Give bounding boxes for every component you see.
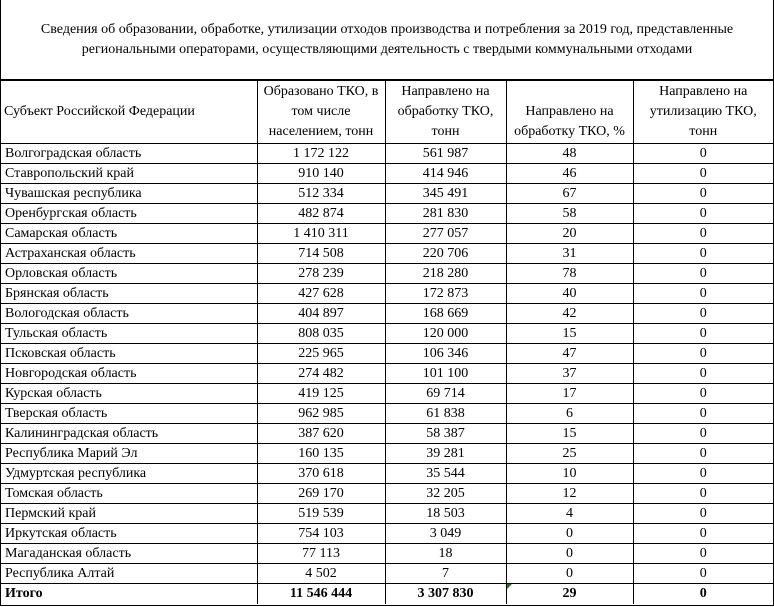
table-row [1,464,773,484]
generated-cell[interactable]: 274 482 [257,364,385,384]
processed-percent-cell[interactable]: 67 [506,184,633,204]
processed-tons-cell[interactable]: 120 000 [385,324,506,344]
generated-cell[interactable]: 808 035 [257,324,385,344]
utilized-cell[interactable]: 0 [633,304,773,324]
utilized-cell[interactable]: 0 [633,404,773,424]
subject-cell[interactable]: Орловская область [1,264,257,284]
column-header-utilized[interactable]: Направлено на утилизацию ТКО, тонн [633,81,773,144]
processed-tons-cell[interactable]: 172 873 [385,284,506,304]
processed-percent-cell[interactable]: 15 [506,424,633,444]
processed-tons-cell[interactable]: 39 281 [385,444,506,464]
table-row [1,504,773,524]
utilized-cell[interactable]: 0 [633,424,773,444]
utilized-cell[interactable]: 0 [633,204,773,224]
table-row [1,384,773,404]
total-processed-tons-cell[interactable]: 3 307 830 [385,584,506,604]
processed-tons-cell[interactable]: 35 544 [385,464,506,484]
column-header-processed-tons[interactable]: Направлено на обработку ТКО, тонн [385,81,506,144]
generated-cell[interactable]: 427 628 [257,284,385,304]
table-row [1,284,773,304]
utilized-cell[interactable]: 0 [633,184,773,204]
utilized-cell[interactable]: 0 [633,444,773,464]
table-row [1,244,773,264]
processed-tons-cell[interactable]: 69 714 [385,384,506,404]
utilized-cell[interactable]: 0 [633,264,773,284]
table-row [1,404,773,424]
column-header-subject[interactable]: Субъект Российской Федерации [1,81,257,144]
subject-cell[interactable]: Курская область [1,384,257,404]
generated-cell[interactable]: 4 502 [257,564,385,584]
utilized-cell[interactable]: 0 [633,344,773,364]
processed-tons-cell[interactable]: 561 987 [385,144,506,164]
subject-cell[interactable]: Ставропольский край [1,164,257,184]
table-row [1,364,773,384]
table-row [1,144,773,164]
table-row [1,564,773,584]
utilized-cell[interactable]: 0 [633,164,773,184]
generated-cell[interactable]: 387 620 [257,424,385,444]
processed-percent-cell[interactable]: 47 [506,344,633,364]
processed-tons-cell[interactable]: 32 205 [385,484,506,504]
processed-percent-cell[interactable]: 40 [506,284,633,304]
processed-tons-cell[interactable]: 220 706 [385,244,506,264]
processed-percent-cell[interactable]: 48 [506,144,633,164]
table-row [1,304,773,324]
utilized-cell[interactable]: 0 [633,284,773,304]
header-row [1,81,773,144]
processed-percent-cell[interactable]: 4 [506,504,633,524]
subject-cell[interactable]: Республика Алтай [1,564,257,584]
generated-cell[interactable]: 419 125 [257,384,385,404]
subject-cell[interactable]: Брянская область [1,284,257,304]
subject-cell[interactable]: Иркутская область [1,524,257,544]
total-generated-cell[interactable]: 11 546 444 [257,584,385,604]
processed-tons-cell[interactable]: 3 049 [385,524,506,544]
subject-cell[interactable]: Тверская область [1,404,257,424]
subject-cell[interactable]: Магаданская область [1,544,257,564]
table-row [1,264,773,284]
utilized-cell[interactable]: 0 [633,324,773,344]
column-header-processed-percent[interactable]: Направлено на обработку ТКО, % [506,81,633,144]
subject-cell[interactable]: Вологодская область [1,304,257,324]
total-utilized-cell[interactable]: 0 [633,584,773,604]
utilized-cell[interactable]: 0 [633,464,773,484]
utilized-cell[interactable]: 0 [633,504,773,524]
generated-cell[interactable]: 714 508 [257,244,385,264]
table-row [1,444,773,464]
table-row [1,164,773,184]
utilized-cell[interactable]: 0 [633,224,773,244]
subject-cell[interactable]: Тульская область [1,324,257,344]
table-row [1,324,773,344]
subject-cell[interactable]: Псковская область [1,344,257,364]
processed-percent-cell[interactable]: 37 [506,364,633,384]
generated-cell[interactable]: 278 239 [257,264,385,284]
processed-percent-cell[interactable]: 10 [506,464,633,484]
processed-tons-cell[interactable]: 18 [385,544,506,564]
utilized-cell[interactable]: 0 [633,384,773,404]
table-row [1,224,773,244]
subject-cell[interactable]: Республика Марий Эл [1,444,257,464]
processed-tons-cell[interactable]: 61 838 [385,404,506,424]
generated-cell[interactable]: 962 985 [257,404,385,424]
processed-percent-cell[interactable]: 42 [506,304,633,324]
generated-cell[interactable]: 482 874 [257,204,385,224]
processed-tons-cell[interactable]: 58 387 [385,424,506,444]
generated-cell[interactable]: 1 172 122 [257,144,385,164]
generated-cell[interactable]: 519 539 [257,504,385,524]
utilized-cell[interactable]: 0 [633,484,773,504]
utilized-cell[interactable]: 0 [633,364,773,384]
processed-percent-cell[interactable]: 58 [506,204,633,224]
subject-cell[interactable]: Астраханская область [1,244,257,264]
table-row [1,424,773,444]
table-row [1,204,773,224]
processed-percent-cell[interactable]: 6 [506,404,633,424]
subject-cell[interactable]: Волгоградская область [1,144,257,164]
processed-tons-cell[interactable]: 281 830 [385,204,506,224]
generated-cell[interactable]: 512 334 [257,184,385,204]
table-title: Сведения об образовании, обработке, утилизации отходов производства и потребления за 2019 год, представленные региональными операторами, осуществляющими деятельность с твердыми коммунальными отходами [1,0,773,80]
total-processed-percent-cell[interactable]: 29 [506,584,633,604]
subject-cell[interactable]: Удмуртская республика [1,464,257,484]
processed-percent-cell[interactable]: 78 [506,264,633,284]
processed-tons-cell[interactable]: 218 280 [385,264,506,284]
processed-percent-cell[interactable]: 15 [506,324,633,344]
processed-percent-cell[interactable]: 20 [506,224,633,244]
table-row [1,184,773,204]
utilized-cell[interactable]: 0 [633,564,773,584]
column-header-generated[interactable]: Образовано ТКО, в том числе населением, тонн [257,81,385,144]
processed-tons-cell[interactable]: 345 491 [385,184,506,204]
processed-percent-cell[interactable]: 0 [506,544,633,564]
processed-percent-cell[interactable]: 46 [506,164,633,184]
processed-percent-cell[interactable]: 0 [506,564,633,584]
table-row [1,544,773,564]
processed-tons-cell[interactable]: 7 [385,564,506,584]
subject-cell[interactable]: Пермский край [1,504,257,524]
table-row [1,524,773,544]
generated-cell[interactable]: 1 410 311 [257,224,385,244]
generated-cell[interactable]: 160 135 [257,444,385,464]
subject-cell[interactable]: Новгородская область [1,364,257,384]
generated-cell[interactable]: 754 103 [257,524,385,544]
generated-cell[interactable]: 370 618 [257,464,385,484]
utilized-cell[interactable]: 0 [633,524,773,544]
processed-tons-cell[interactable]: 101 100 [385,364,506,384]
subject-cell[interactable]: Калининградская область [1,424,257,444]
processed-tons-cell[interactable]: 277 057 [385,224,506,244]
table-body [1,144,773,604]
processed-tons-cell[interactable]: 168 669 [385,304,506,324]
data-table [1,80,773,604]
generated-cell[interactable]: 77 113 [257,544,385,564]
total-subject-cell[interactable]: Итого [1,584,257,604]
utilized-cell[interactable]: 0 [633,144,773,164]
processed-tons-cell[interactable]: 414 946 [385,164,506,184]
generated-cell[interactable]: 404 897 [257,304,385,324]
generated-cell[interactable]: 269 170 [257,484,385,504]
table-row [1,344,773,364]
table-row [1,484,773,504]
utilized-cell[interactable]: 0 [633,244,773,264]
processed-percent-cell[interactable]: 17 [506,384,633,404]
processed-percent-cell[interactable]: 25 [506,444,633,464]
total-row [1,584,773,604]
generated-cell[interactable]: 910 140 [257,164,385,184]
subject-cell[interactable]: Чувашская республика [1,184,257,204]
processed-percent-cell[interactable]: 0 [506,524,633,544]
cell-indicator-icon [507,584,512,589]
subject-cell[interactable]: Оренбургская область [1,204,257,224]
subject-cell[interactable]: Самарская область [1,224,257,244]
processed-percent-cell[interactable]: 12 [506,484,633,504]
utilized-cell[interactable]: 0 [633,544,773,564]
generated-cell[interactable]: 225 965 [257,344,385,364]
processed-percent-cell[interactable]: 31 [506,244,633,264]
processed-tons-cell[interactable]: 106 346 [385,344,506,364]
processed-tons-cell[interactable]: 18 503 [385,504,506,524]
subject-cell[interactable]: Томская область [1,484,257,504]
